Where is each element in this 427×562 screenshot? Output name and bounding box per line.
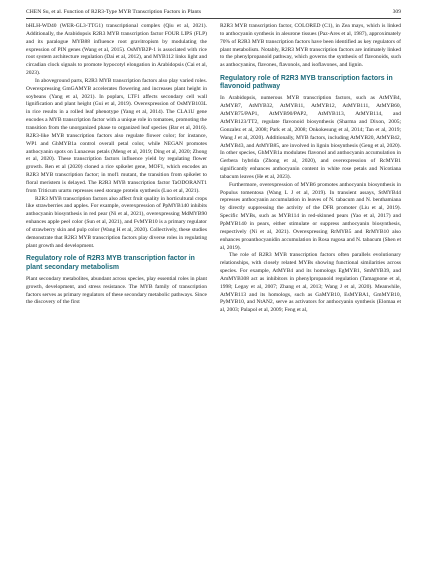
section-heading-secondary-metabolism: Regulatory role of R2R3 MYB transcription factor in plant secondary metabolism	[26, 255, 195, 271]
left-paragraph-1: bHLH-WD40 (WER-GL3-TTG1) transcriptional complex (Qiu et al, 2021). Additionally, the Arabidopsis R2R3 MYB transcription factor FOUR LIPS (FLP) and its paralogue MYB88 influence root gravitropism by modulating the expression of PIN genes (Wang et al, 2015). OsMYB2P-1 is associated with rice root system architecture regulation (Dai et al, 2012), and MYB112 links light and circadian clock signals to promote hypocotyl elongation in Arabidopsis (Cai et al, 2023).	[26, 23, 207, 77]
right-paragraph-3: Furthermore, overexpression of MYB6 promotes anthocyanin biosynthesis in Populus tomentosa (Wang L J et al, 2019). In transient assays, StMYB44 represses anthocyanin accumulation in leaves of N. tabacum and N. benthamiana by directly suppressing the activity of the DFR promoter (Liu et al, 2019). Specific MYBs, such as MYB114 in red-skinned pears (Yao et al, 2017) and PpMYB140 in pears, either stimulate or suppress anthocyanin biosynthesis, respectively (Ni et al, 2021). Overexpressing RrMYB5 and RrMYB10 also enhances proanthocyanidin accumulation in Rosa rugosa and N. tabacum (Shen et al, 2019).	[220, 181, 401, 251]
left-paragraph-3: R2R3 MYB transcription factors also affect fruit quality in horticultural crops like strawberries and apples. For example, overexpression of PpMYB140 inhibits anthocyanin biosynthesis in red pear (Ni et al, 2021), overexpressing MdMYB90 enhances apple peel color (Sun et al, 2021), and FvMYB10 is a primary regulator of strawberry skin and pulp color (Wang H et al, 2020). Collectively, these studies demonstrate that R2R3 MYB transcription factors play diverse roles in regulating plant growth and development.	[26, 195, 207, 249]
right-column	[220, 23, 401, 555]
left-paragraph-4: Plant secondary metabolites, abundant across species, play essential roles in plant growth, development, and stress resistance. The MYB family of transcription factors serves as primary regulators of these secondary metabolic pathways. Since the discovery of the first	[26, 275, 207, 306]
right-paragraph-2: In Arabidopsis, numerous MYB transcription factors, such as AtMYB4, AtMYB7, AtMYB32, AtMYB11, AtMYB12, AtMYB111, AtMYB60, AtMYB75/PAP1, AtMYB90/PAP2, AtMYB113, AtMYB114, and AtMYB123/TT2, regulate flavonoid biosynthesis (Sharma and Dixon, 2005; Gonzalez et al, 2008; Park et al, 2008; Onkokesung et al, 2014; Tan et al, 2019; Wang J et al, 2020). Additionally, MYB factors, including AtMYB20, AtMYB42, AtMYB43, and AtMYB85, are involved in lignin biosynthesis (Geng et al, 2020). In other species, GhMYB1a modulates flavonol and anthocyanin accumulation in Gerbera hybrida (Zhong et al, 2020), and overexpression of RcMYB1 significantly enhances anthocyanin content in white rose petals and Nicotiana tabacum leaves (He et al, 2023).	[220, 95, 401, 180]
left-paragraph-2: In aboveground parts, R2R3 MYB transcription factors also play varied roles. Overexpressing GmGAMYB accelerates flowering and increases plant height in soybeans (Yang et al, 2021). In poplars, LTF1 affects secondary cell wall lignification and plant height (Gui et al, 2019). Overexpression of OsMYB103L in rice results in a rolled leaf phenotype (Yang et al, 2014). The CLA1U gene encodes a MYB transcription factor with a unique role in tomatoes, promoting the transition from the unorganized phase to organized leaf species (Bar et al, 2016). R2R3-like MYB transcription factors also regulate flower color; for instance, WP1 and GhMYB1a control overall petal color, while NEGAN promotes anthocyanin spots on Lunaceus petals (Meng et al, 2019; Ding et al, 2020; Zhong et al, 2020). These transcription factors influence yield by regulating flower growth. Ren et al (2020) cloned a rice spikelet gene, MOF1, which encodes an R2R3 MYB transcription factor; in mof1 mutant, the transition from spikelet to floral meristem is delayed. The R2R3 MYB transcription factor TaODORANT1 from Triticum urartu represses seed storage protein synthesis (Luo et al, 2021).	[26, 77, 207, 194]
left-column	[26, 23, 207, 555]
section-heading-flavonoid-pathway: Regulatory role of R2R3 MYB transcription factors in flavonoid pathway	[220, 75, 393, 91]
header-divider	[26, 18, 401, 19]
right-paragraph-4: The role of R2R3 MYB transcription factors often parallels evolutionary relationships, with closely related MYBs showing functional similarities across species. For example, AtMYB4 and its homologs EgMYB1, SmMYB39, and AmMYB308 act as inhibitors in phenylpropanoid regulation (Tamagnone et al, 1998; Legay et al, 2007; Zhang et al, 2013; Wang J et al, 2020). Meanwhile, AtMYB113 and its homologs, such as GaMYB10, EsMYBA1, GmMYB10, PyMYB10, and NtAN2, serve as activators for anthocyanin synthesis (Elomaa et al, 2003; Palapol et al, 2009; Feng et al,	[220, 252, 401, 314]
right-paragraph-1: R2R3 MYB transcription factor, COLORED (C1), in Zea mays, which is linked to anthocyanin synthesis in aleurone tissues (Paz-Ares et al, 1987), approximately 70% of R2R3 MYB transcription factors have been identified as key regulators of plant metabolism. Notably, R2R3 MYB transcription factors are intimately linked to the phenylpropanoid pathway, which governs the synthesis of flavonoids, such as anthocyanins, flavones, flavonols, and isoflavones, and lignin.	[220, 23, 401, 69]
running-title: CHEN Su, et al. Function of R2R3-Type MYB Transcription Factors in Plants	[26, 9, 202, 15]
page-number: 309	[392, 9, 401, 15]
running-header	[26, 7, 401, 17]
